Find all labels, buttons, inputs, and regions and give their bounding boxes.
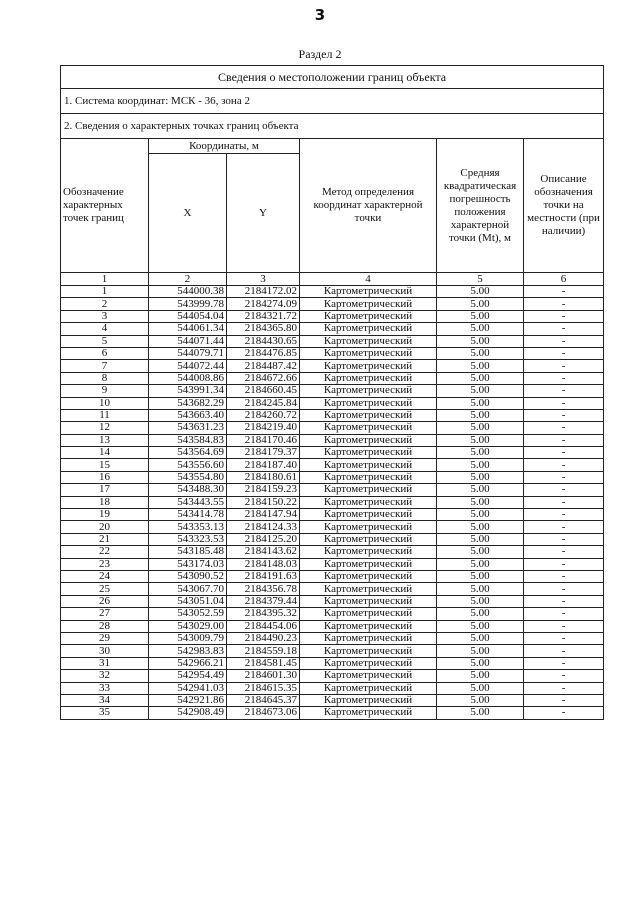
error-mt: 5.00: [437, 409, 524, 421]
error-mt: 5.00: [437, 558, 524, 570]
header-x: X: [149, 154, 227, 273]
method: Картометрический: [300, 570, 437, 582]
table-row: [61, 360, 604, 372]
coord-x: 542941.03: [149, 682, 227, 694]
table-row: [61, 558, 604, 570]
point-number: 21: [61, 533, 149, 545]
description: -: [524, 657, 604, 669]
error-mt: 5.00: [437, 397, 524, 409]
error-mt: 5.00: [437, 447, 524, 459]
coord-x: 542983.83: [149, 645, 227, 657]
description: -: [524, 409, 604, 421]
point-number: 24: [61, 570, 149, 582]
error-mt: 5.00: [437, 335, 524, 347]
table-row: [61, 310, 604, 322]
table-row: [61, 323, 604, 335]
error-mt: 5.00: [437, 620, 524, 632]
point-number: 17: [61, 484, 149, 496]
coord-y: 2184260.72: [227, 409, 300, 421]
description: -: [524, 533, 604, 545]
coord-y: 2184365.80: [227, 323, 300, 335]
point-number: 8: [61, 372, 149, 384]
coord-x: 543488.30: [149, 484, 227, 496]
method: Картометрический: [300, 509, 437, 521]
table-row: [61, 397, 604, 409]
coord-x: 543353.13: [149, 521, 227, 533]
error-mt: 5.00: [437, 657, 524, 669]
table-row: [61, 670, 604, 682]
coord-x: 543631.23: [149, 422, 227, 434]
point-number: 15: [61, 459, 149, 471]
coord-x: 543584.83: [149, 434, 227, 446]
coord-y: 2184356.78: [227, 583, 300, 595]
method: Картометрический: [300, 533, 437, 545]
table-row: [61, 286, 604, 298]
coord-x: 542954.49: [149, 670, 227, 682]
method: Картометрический: [300, 471, 437, 483]
description: -: [524, 310, 604, 322]
method: Картометрический: [300, 632, 437, 644]
point-number: 34: [61, 694, 149, 706]
coord-y: 2184454.06: [227, 620, 300, 632]
description: -: [524, 422, 604, 434]
coord-x: 543682.29: [149, 397, 227, 409]
description: -: [524, 670, 604, 682]
coord-x: 542966.21: [149, 657, 227, 669]
coord-x: 543185.48: [149, 546, 227, 558]
coord-x: 543414.78: [149, 509, 227, 521]
coord-x: 544008.86: [149, 372, 227, 384]
table-row: [61, 372, 604, 384]
point-number: 35: [61, 707, 149, 719]
method: Картометрический: [300, 558, 437, 570]
coord-x: 544072.44: [149, 360, 227, 372]
method: Картометрический: [300, 595, 437, 607]
description: -: [524, 323, 604, 335]
boundary-table: [60, 65, 604, 720]
coord-y: 2184147.94: [227, 509, 300, 521]
coord-x: 543029.00: [149, 620, 227, 632]
coord-y: 2184187.40: [227, 459, 300, 471]
error-mt: 5.00: [437, 347, 524, 359]
point-number: 30: [61, 645, 149, 657]
coord-y: 2184148.03: [227, 558, 300, 570]
description: -: [524, 385, 604, 397]
point-number: 25: [61, 583, 149, 595]
coord-system: 1. Система координат: МСК - 36, зона 2: [61, 89, 604, 114]
method: Картометрический: [300, 546, 437, 558]
table-row: [61, 608, 604, 620]
method: Картометрический: [300, 286, 437, 298]
point-number: 16: [61, 471, 149, 483]
point-number: 27: [61, 608, 149, 620]
method: Картометрический: [300, 620, 437, 632]
error-mt: 5.00: [437, 286, 524, 298]
error-mt: 5.00: [437, 422, 524, 434]
coord-x: 543051.04: [149, 595, 227, 607]
error-mt: 5.00: [437, 521, 524, 533]
coord-y: 2184170.46: [227, 434, 300, 446]
error-mt: 5.00: [437, 583, 524, 595]
table-row: [61, 335, 604, 347]
point-number: 7: [61, 360, 149, 372]
coord-y: 2184274.09: [227, 298, 300, 310]
method: Картометрический: [300, 521, 437, 533]
page-number: 3: [314, 6, 326, 24]
error-mt: 5.00: [437, 570, 524, 582]
description: -: [524, 459, 604, 471]
method: Картометрический: [300, 397, 437, 409]
table-row: [61, 570, 604, 582]
table-row: [61, 509, 604, 521]
coord-y: 2184673.06: [227, 707, 300, 719]
description: -: [524, 558, 604, 570]
method: Картометрический: [300, 409, 437, 421]
coord-y: 2184321.72: [227, 310, 300, 322]
description: -: [524, 471, 604, 483]
coord-y: 2184430.65: [227, 335, 300, 347]
method: Картометрический: [300, 645, 437, 657]
coord-y: 2184179.37: [227, 447, 300, 459]
description: -: [524, 570, 604, 582]
coord-y: 2184172.02: [227, 286, 300, 298]
coord-y: 2184395.32: [227, 608, 300, 620]
point-number: 32: [61, 670, 149, 682]
table-row: [61, 471, 604, 483]
error-mt: 5.00: [437, 682, 524, 694]
header-description: Описание обозначения точки на местности (при наличии): [524, 139, 604, 273]
coord-x: 543991.34: [149, 385, 227, 397]
description: -: [524, 372, 604, 384]
method: Картометрический: [300, 484, 437, 496]
description: -: [524, 335, 604, 347]
coord-x: 542908.49: [149, 707, 227, 719]
error-mt: 5.00: [437, 471, 524, 483]
coord-x: 543564.69: [149, 447, 227, 459]
error-mt: 5.00: [437, 546, 524, 558]
point-number: 20: [61, 521, 149, 533]
table-row: [61, 657, 604, 669]
table-row: [61, 595, 604, 607]
method: Картометрический: [300, 670, 437, 682]
coord-x: 543999.78: [149, 298, 227, 310]
description: -: [524, 347, 604, 359]
method: Картометрический: [300, 360, 437, 372]
table-row: [61, 632, 604, 644]
coord-x: 543174.03: [149, 558, 227, 570]
point-number: 3: [61, 310, 149, 322]
method: Картометрический: [300, 682, 437, 694]
method: Картометрический: [300, 434, 437, 446]
description: -: [524, 546, 604, 558]
error-mt: 5.00: [437, 360, 524, 372]
description: -: [524, 397, 604, 409]
error-mt: 5.00: [437, 608, 524, 620]
column-number: 4: [300, 273, 437, 286]
coord-y: 2184601.30: [227, 670, 300, 682]
table-row: [61, 694, 604, 706]
point-number: 19: [61, 509, 149, 521]
point-number: 22: [61, 546, 149, 558]
point-number: 13: [61, 434, 149, 446]
coord-y: 2184645.37: [227, 694, 300, 706]
coord-x: 543556.60: [149, 459, 227, 471]
table-row: [61, 459, 604, 471]
table-row: [61, 707, 604, 719]
description: -: [524, 620, 604, 632]
point-number: 2: [61, 298, 149, 310]
table-row: [61, 434, 604, 446]
method: Картометрический: [300, 657, 437, 669]
error-mt: 5.00: [437, 323, 524, 335]
error-mt: 5.00: [437, 459, 524, 471]
method: Картометрический: [300, 323, 437, 335]
coord-x: 543067.70: [149, 583, 227, 595]
description: -: [524, 484, 604, 496]
table-row: [61, 620, 604, 632]
point-number: 9: [61, 385, 149, 397]
table-row: [61, 447, 604, 459]
method: Картометрический: [300, 583, 437, 595]
point-number: 33: [61, 682, 149, 694]
coord-x: 544079.71: [149, 347, 227, 359]
coord-y: 2184124.33: [227, 521, 300, 533]
header-y: Y: [227, 154, 300, 273]
coord-x: 544054.04: [149, 310, 227, 322]
error-mt: 5.00: [437, 707, 524, 719]
description: -: [524, 682, 604, 694]
section-label: Раздел 2: [298, 47, 342, 61]
coord-x: 544071.44: [149, 335, 227, 347]
description: -: [524, 645, 604, 657]
column-number: 6: [524, 273, 604, 286]
table-row: [61, 484, 604, 496]
table-row: [61, 422, 604, 434]
coord-y: 2184180.61: [227, 471, 300, 483]
header-point-designation: Обозначение характерных точек границ: [61, 139, 149, 273]
description: -: [524, 298, 604, 310]
error-mt: 5.00: [437, 385, 524, 397]
error-mt: 5.00: [437, 645, 524, 657]
coord-y: 2184379.44: [227, 595, 300, 607]
description: -: [524, 447, 604, 459]
point-number: 1: [61, 286, 149, 298]
point-number: 29: [61, 632, 149, 644]
coord-y: 2184245.84: [227, 397, 300, 409]
table-title: Сведения о местоположении границ объекта: [61, 66, 604, 89]
error-mt: 5.00: [437, 372, 524, 384]
header-error: Средняя квадратическая погрешность положения характерной точки (Mt), м: [437, 139, 524, 273]
method: Картометрический: [300, 298, 437, 310]
point-number: 10: [61, 397, 149, 409]
point-number: 5: [61, 335, 149, 347]
error-mt: 5.00: [437, 632, 524, 644]
description: -: [524, 608, 604, 620]
coord-x: 543052.59: [149, 608, 227, 620]
coord-x: 543009.79: [149, 632, 227, 644]
error-mt: 5.00: [437, 298, 524, 310]
coord-y: 2184143.62: [227, 546, 300, 558]
point-number: 11: [61, 409, 149, 421]
coord-y: 2184615.35: [227, 682, 300, 694]
column-number: 1: [61, 273, 149, 286]
error-mt: 5.00: [437, 694, 524, 706]
method: Картометрический: [300, 694, 437, 706]
method: Картометрический: [300, 347, 437, 359]
point-number: 23: [61, 558, 149, 570]
description: -: [524, 583, 604, 595]
method: Картометрический: [300, 707, 437, 719]
error-mt: 5.00: [437, 310, 524, 322]
coord-x: 542921.86: [149, 694, 227, 706]
header-method: Метод определения координат характерной точки: [300, 139, 437, 273]
table-row: [61, 682, 604, 694]
method: Картометрический: [300, 335, 437, 347]
description: -: [524, 286, 604, 298]
coord-y: 2184559.18: [227, 645, 300, 657]
coord-y: 2184672.66: [227, 372, 300, 384]
point-number: 4: [61, 323, 149, 335]
method: Картометрический: [300, 310, 437, 322]
description: -: [524, 694, 604, 706]
coord-y: 2184660.45: [227, 385, 300, 397]
table-row: [61, 645, 604, 657]
point-number: 26: [61, 595, 149, 607]
table-row: [61, 385, 604, 397]
column-numbers-row: [61, 273, 604, 286]
error-mt: 5.00: [437, 670, 524, 682]
table-row: [61, 409, 604, 421]
table-row: [61, 496, 604, 508]
coord-y: 2184125.20: [227, 533, 300, 545]
description: -: [524, 360, 604, 372]
coord-x: 543323.53: [149, 533, 227, 545]
description: -: [524, 595, 604, 607]
coord-y: 2184150.22: [227, 496, 300, 508]
point-number: 6: [61, 347, 149, 359]
method: Картометрический: [300, 447, 437, 459]
method: Картометрический: [300, 496, 437, 508]
coord-x: 544000.38: [149, 286, 227, 298]
table-row: [61, 347, 604, 359]
method: Картометрический: [300, 372, 437, 384]
table-row: [61, 583, 604, 595]
description: -: [524, 434, 604, 446]
coord-x: 544061.34: [149, 323, 227, 335]
description: -: [524, 707, 604, 719]
points-heading: 2. Сведения о характерных точках границ объекта: [61, 114, 604, 139]
error-mt: 5.00: [437, 496, 524, 508]
coord-y: 2184219.40: [227, 422, 300, 434]
table-row: [61, 521, 604, 533]
description: -: [524, 521, 604, 533]
coord-x: 543663.40: [149, 409, 227, 421]
point-number: 28: [61, 620, 149, 632]
coord-y: 2184581.45: [227, 657, 300, 669]
point-number: 18: [61, 496, 149, 508]
point-number: 12: [61, 422, 149, 434]
description: -: [524, 509, 604, 521]
error-mt: 5.00: [437, 509, 524, 521]
coord-x: 543443.55: [149, 496, 227, 508]
coord-y: 2184476.85: [227, 347, 300, 359]
table-row: [61, 298, 604, 310]
description: -: [524, 632, 604, 644]
column-number: 5: [437, 273, 524, 286]
error-mt: 5.00: [437, 595, 524, 607]
method: Картометрический: [300, 385, 437, 397]
column-number: 3: [227, 273, 300, 286]
header-coordinates: Координаты, м: [149, 139, 300, 154]
table-row: [61, 546, 604, 558]
method: Картометрический: [300, 459, 437, 471]
coord-x: 543090.52: [149, 570, 227, 582]
description: -: [524, 496, 604, 508]
coord-y: 2184159.23: [227, 484, 300, 496]
error-mt: 5.00: [437, 434, 524, 446]
coord-x: 543554.80: [149, 471, 227, 483]
column-number: 2: [149, 273, 227, 286]
coord-y: 2184191.63: [227, 570, 300, 582]
point-number: 14: [61, 447, 149, 459]
error-mt: 5.00: [437, 484, 524, 496]
coord-y: 2184490.23: [227, 632, 300, 644]
points-body: [61, 286, 604, 720]
method: Картометрический: [300, 422, 437, 434]
method: Картометрический: [300, 608, 437, 620]
point-number: 31: [61, 657, 149, 669]
coord-y: 2184487.42: [227, 360, 300, 372]
table-row: [61, 533, 604, 545]
error-mt: 5.00: [437, 533, 524, 545]
